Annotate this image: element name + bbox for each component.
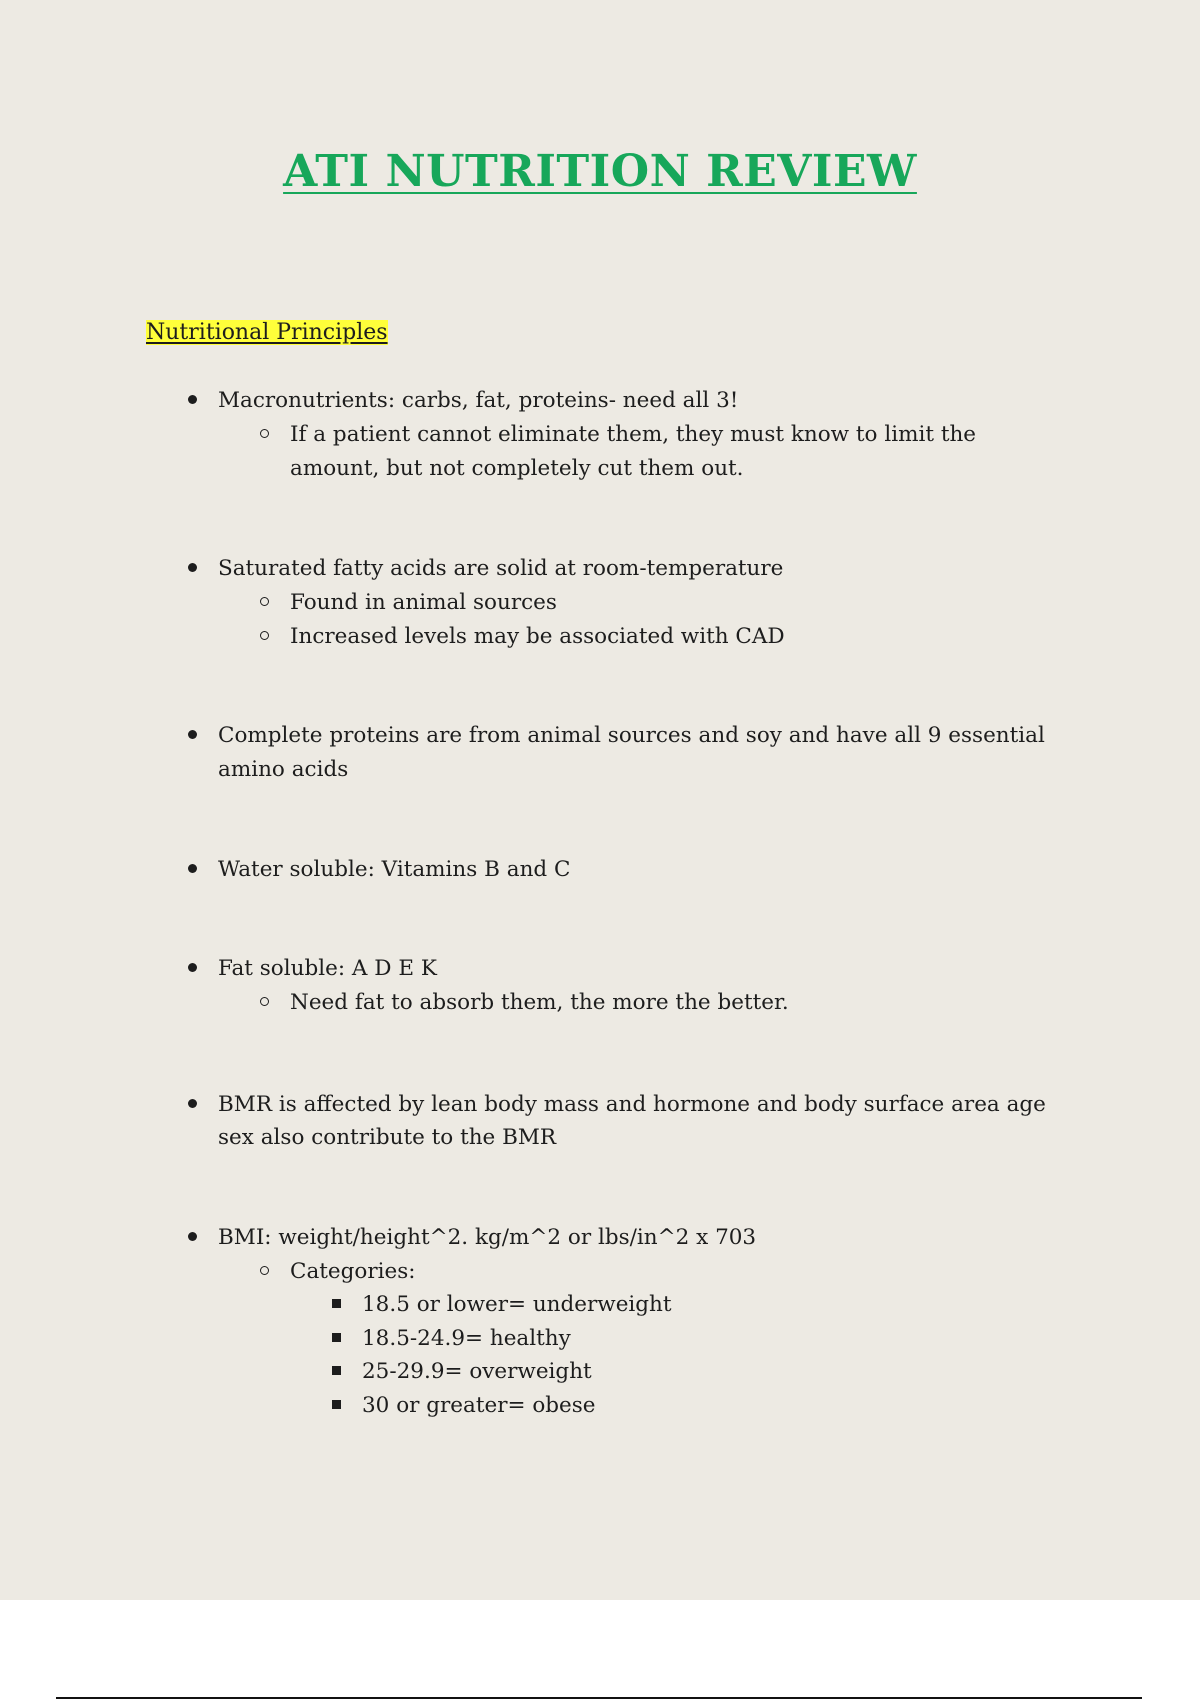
sub-item-text: Increased levels may be associated with CAD: [290, 624, 785, 649]
list-item-fat-soluble: [218, 952, 1078, 1020]
sub-item-text: Categories:: [290, 1258, 416, 1284]
footer-divider: [56, 1697, 1142, 1699]
bullet-icon: [182, 719, 202, 753]
list-item-saturated-fats: [218, 552, 1078, 654]
list-item-text: Fat soluble: A D E K: [218, 956, 437, 981]
category-text: 25-29.9= overweight: [362, 1359, 592, 1384]
sub-item-text: Found in animal sources: [290, 590, 557, 615]
square-bullet-icon: [326, 1322, 346, 1356]
category-item: [362, 1389, 1078, 1423]
list-item-text: Macronutrients: carbs, fat, proteins- need all 3!: [218, 388, 739, 413]
sub-item: [290, 1255, 1078, 1289]
square-bullet-icon: [326, 1389, 346, 1423]
section-heading-text: Nutritional Principles: [146, 320, 388, 345]
ring-bullet-icon: [254, 620, 274, 654]
document-title: [0, 142, 1200, 202]
bullet-icon: [182, 952, 202, 986]
bullet-icon: [182, 1088, 202, 1121]
category-text: 18.5-24.9= healthy: [362, 1325, 571, 1351]
ring-bullet-icon: [254, 586, 274, 620]
list-item-text: Saturated fatty acids are solid at room-temperature: [218, 556, 784, 581]
bullet-icon: [182, 853, 202, 887]
list-item-macronutrients: [218, 384, 1078, 486]
category-text: 18.5 or lower= underweight: [362, 1292, 672, 1317]
list-item-complete-proteins: [218, 719, 1078, 787]
list-item-water-soluble: [218, 853, 1078, 887]
section-heading: [146, 318, 388, 348]
bullet-icon: [182, 1221, 202, 1255]
sub-item: [290, 620, 1078, 654]
sub-item: [290, 986, 1078, 1020]
list-item-text: BMR is affected by lean body mass and hormone and body surface area age sex also contribute to the BMR: [218, 1092, 1046, 1150]
ring-bullet-icon: [254, 418, 274, 452]
category-item: [362, 1288, 1078, 1322]
category-text: 30 or greater= obese: [362, 1392, 596, 1418]
list-item-text: Water soluble: Vitamins B and C: [218, 857, 571, 882]
bullet-icon: [182, 384, 202, 418]
list-item-bmi: [218, 1221, 1078, 1422]
square-bullet-icon: [326, 1355, 346, 1389]
ring-bullet-icon: [254, 986, 274, 1020]
list-item-text: BMI: weight/height^2. kg/m^2 or lbs/in^2 x 703: [218, 1225, 757, 1250]
sub-item: [290, 586, 1078, 620]
sub-item-text: Need fat to absorb them, the more the better.: [290, 990, 789, 1015]
category-item: [362, 1322, 1078, 1356]
list-item-text: Complete proteins are from animal sources and soy and have all 9 essential amino acids: [218, 723, 1045, 782]
category-item: [362, 1355, 1078, 1389]
bullet-icon: [182, 552, 202, 586]
square-bullet-icon: [326, 1288, 346, 1322]
document-title-text: ATI NUTRITION REVIEW: [283, 146, 917, 197]
sub-item: [290, 418, 1078, 486]
ring-bullet-icon: [254, 1255, 274, 1289]
sub-item-text: If a patient cannot eliminate them, they must know to limit the amount, but not completely cut them out.: [290, 422, 977, 481]
list-item-bmr: [218, 1088, 1078, 1154]
